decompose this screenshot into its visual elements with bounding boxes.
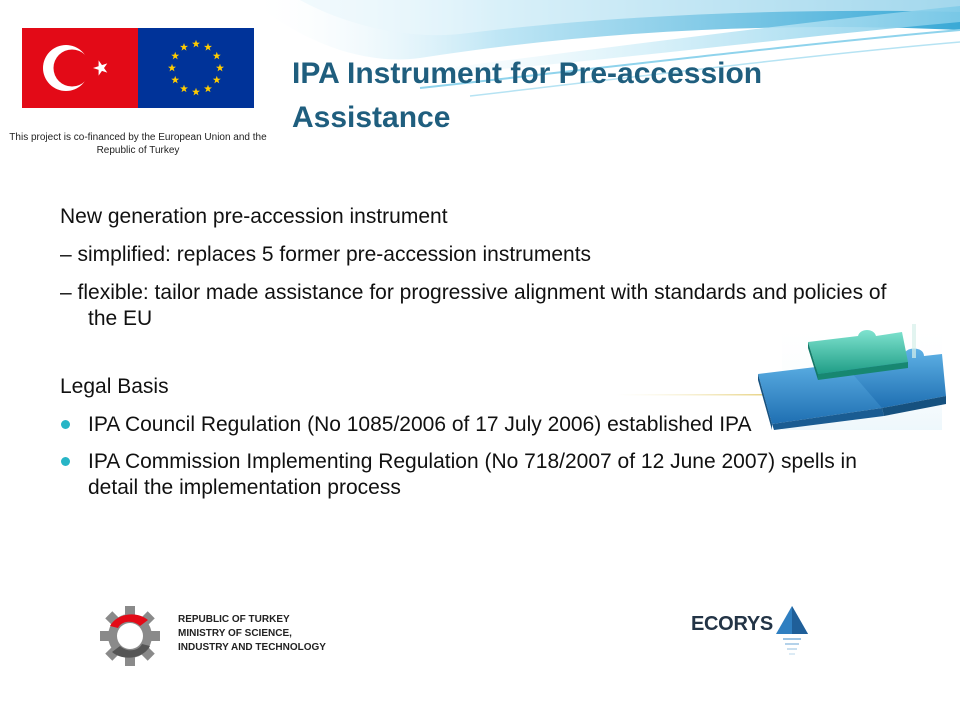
intro-text: New generation pre-accession instrument [60,205,448,228]
point-flexible: – flexible: tailor made assistance for progressive alignment with standards and policies of the EU [60,281,887,330]
slide-title [292,52,932,140]
ecorys-triangle-logo [774,604,810,662]
legal-bullet-text: IPA Council Regulation (No 1085/2006 of 17 July 2006) established IPA [88,413,752,436]
cofinance-note: This project is co-financed by the European Union and the Republic of Turkey [9,132,267,156]
bullet-dot-icon [61,457,70,466]
gear-logo-icon [96,604,164,668]
legal-bullet-commission [60,449,900,501]
slide-title-line-2: Assistance [292,101,451,134]
ministry-line-2: MINISTRY OF SCIENCE, [178,628,292,639]
ministry-line-1: REPUBLIC OF TURKEY [178,614,290,625]
ecorys-wordmark: ECORYS [691,613,773,635]
ministry-name [178,613,398,655]
ministry-line-3: INDUSTRY AND TECHNOLOGY [178,642,326,653]
legal-bullet-text: IPA Commission Implementing Regulation (No 718/2007 of 12 June 2007) spells in detail the implementation process [88,450,857,499]
point-simplified: – simplified: replaces 5 former pre-accession instruments [60,243,592,266]
slide-title-line-1: IPA Instrument for Pre-accession [292,57,763,90]
legal-basis-heading: Legal Basis [60,375,169,398]
turkey-flag-icon [22,28,138,108]
bullet-dot-icon [61,420,70,429]
eu-flag-icon [138,28,254,108]
puzzle-pieces-image [612,316,948,434]
